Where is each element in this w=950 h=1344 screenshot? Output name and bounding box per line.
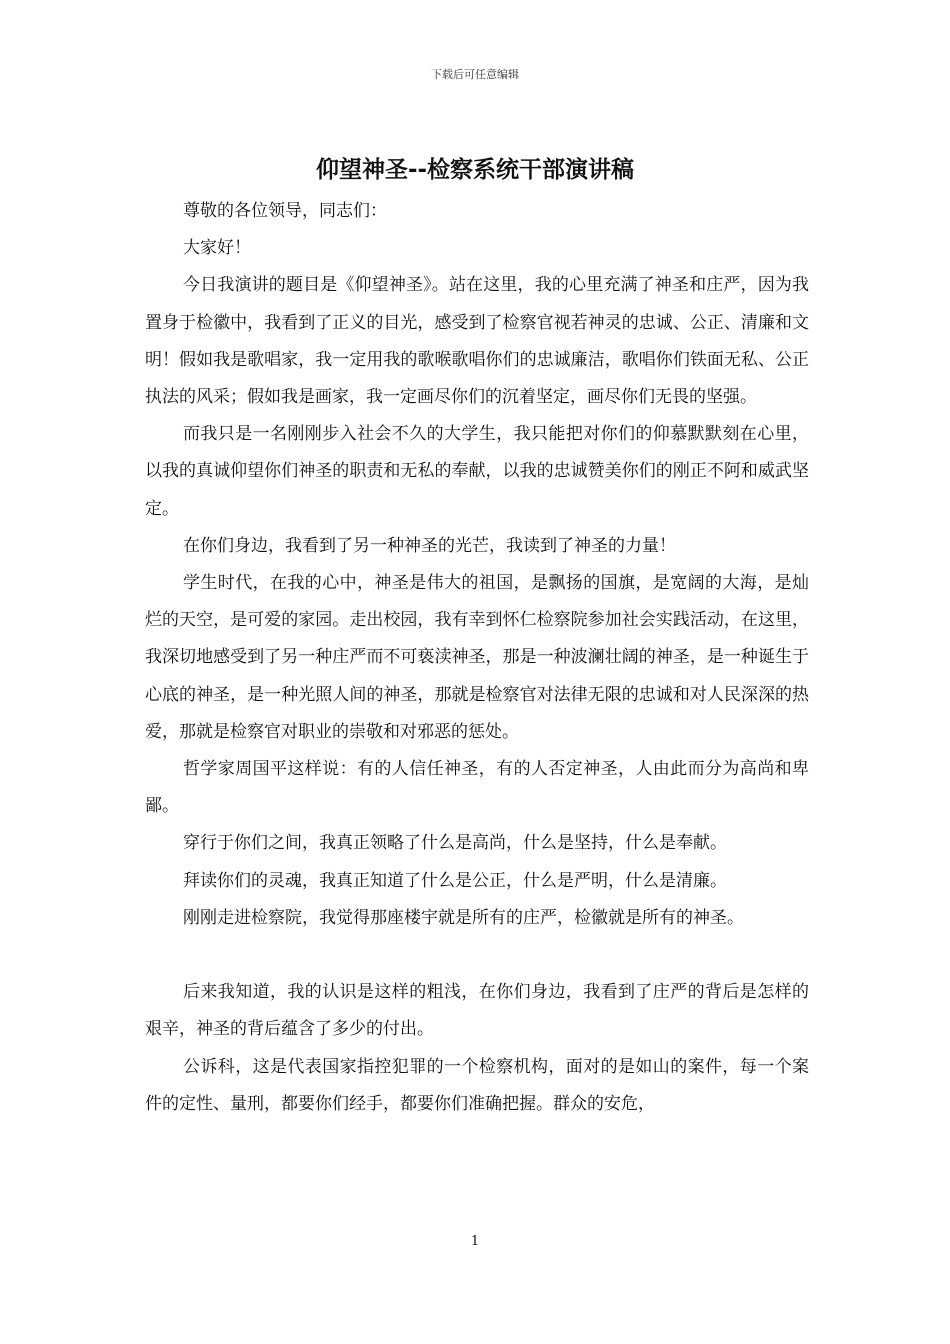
blank-line	[145, 937, 809, 974]
body-paragraph: 穿行于你们之间，我真正领略了什么是高尚，什么是坚持，什么是奉献。	[183, 833, 727, 854]
greeting: 大家好！	[183, 238, 251, 259]
document-body	[145, 193, 809, 1123]
body-paragraph: 在你们身边，我看到了另一种神圣的光芒，我读到了神圣的力量！	[183, 535, 676, 556]
body-paragraph: 哲学家周国平这样说：有的人信任神圣，有的人否定神圣，人由此而分为高尚和卑鄙。	[145, 759, 809, 817]
body-paragraph: 公诉科，这是代表国家指控犯罪的一个检察机构，面对的是如山的案件，每一个案件的定性、量刑，都要你们经手，都要你们准确把握。群众的安危，	[145, 1056, 809, 1114]
body-paragraph: 今日我演讲的题目是《仰望神圣》。站在这里，我的心里充满了神圣和庄严，因为我置身于检徽中，我看到了正义的目光，感受到了检察官视若神灵的忠诚、公正、清廉和文明！假如我是歌唱家，我一定用我的歌喉歌唱你们的忠诚廉洁，歌唱你们铁面无私、公正执法的风采；假如我是画家，我一定画尽你们的沉着坚定，画尽你们无畏的坚强。	[145, 275, 809, 408]
page-number: 1	[470, 1234, 480, 1249]
body-paragraph: 刚刚走进检察院，我觉得那座楼宇就是所有的庄严，检徽就是所有的神圣。	[183, 907, 744, 928]
body-paragraph: 而我只是一名刚刚步入社会不久的大学生，我只能把对你们的仰慕默默刻在心里，以我的真诚仰望你们神圣的职责和无私的奉献，以我的忠诚赞美你们的刚正不阿和威武坚定。	[145, 424, 809, 519]
header-note: 下载后可任意编辑	[431, 68, 519, 81]
body-paragraph: 拜读你们的灵魂，我真正知道了什么是公正，什么是严明，什么是清廉。	[183, 870, 727, 891]
document-title: 仰望神圣--检察系统干部演讲稿	[315, 157, 635, 183]
salutation: 尊敬的各位领导，同志们：	[183, 201, 387, 221]
body-paragraph: 学生时代，在我的心中，神圣是伟大的祖国，是飘扬的国旗，是宽阔的大海，是灿烂的天空，是可爱的家园。走出校园，我有幸到怀仁检察院参加社会实践活动，在这里，我深切地感受到了另一种庄严而不可亵渎神圣，那是一种波澜壮阔的神圣，是一种诞生于心底的神圣，是一种光照人间的神圣，那就是检察官对法律无限的忠诚和对人民深深的热爱，那就是检察官对职业的崇敬和对邪恶的惩处。	[145, 573, 809, 742]
body-paragraph: 后来我知道，我的认识是这样的粗浅，在你们身边，我看到了庄严的背后是怎样的艰辛，神圣的背后蕴含了多少的付出。	[145, 982, 809, 1040]
